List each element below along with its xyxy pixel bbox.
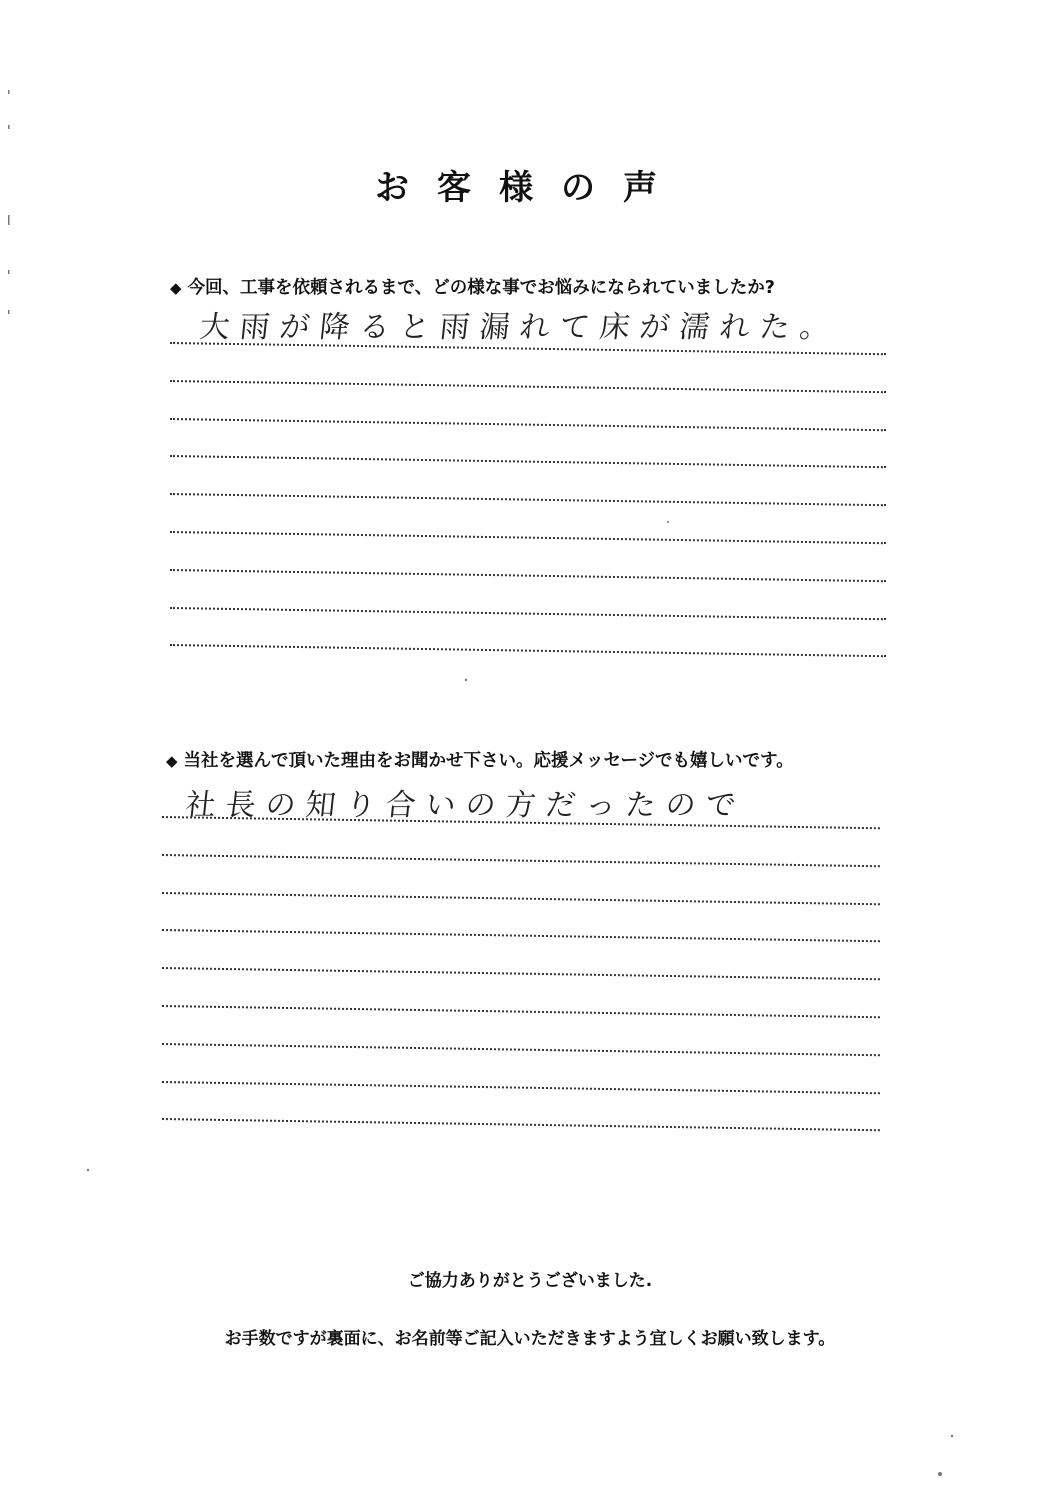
writing-line	[170, 644, 886, 657]
writing-line	[162, 1118, 880, 1131]
page-title: お客様の声	[375, 168, 685, 208]
diamond-icon: ◆	[166, 752, 178, 770]
writing-line	[170, 418, 886, 431]
reverse-side-note: お手数ですが裏面に、お名前等ご記入いただきますよう宜しくお願い致します。	[224, 1329, 836, 1349]
writing-line	[170, 493, 886, 506]
question-2-text: 当社を選んで頂いた理由をお聞かせ下さい。応援メッセージでも嬉しいです。	[183, 751, 794, 771]
diamond-icon: ◆	[170, 279, 182, 297]
answer-2-handwritten: 社長の知り合いの方だったので	[183, 788, 748, 823]
writing-line	[170, 569, 886, 582]
writing-line	[162, 854, 880, 867]
question-1	[170, 274, 775, 299]
writing-line	[170, 607, 886, 620]
writing-line	[170, 531, 886, 544]
writing-line	[170, 455, 886, 468]
writing-line	[162, 892, 880, 905]
question-1-text: 今回、工事を依頼されるまで、どの様な事でお悩みになられていましたか?	[187, 278, 775, 298]
writing-line	[162, 1005, 880, 1018]
writing-line	[162, 1081, 880, 1094]
writing-line	[162, 1043, 880, 1056]
thanks-message: ご協力ありがとうございました.	[407, 1271, 653, 1291]
answer-1-handwritten: 大雨が降ると雨漏れて床が濡れた。	[197, 310, 842, 345]
writing-line	[162, 929, 880, 942]
writing-line	[170, 380, 886, 393]
writing-line	[162, 967, 880, 980]
question-2	[166, 747, 794, 772]
